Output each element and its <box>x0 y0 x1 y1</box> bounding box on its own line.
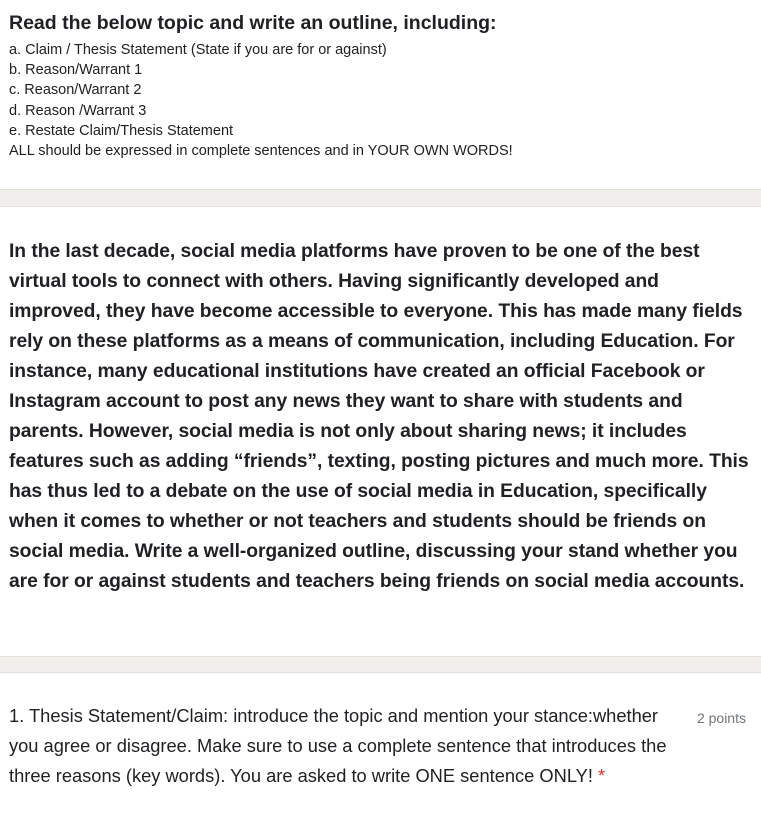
instruction-item-restate: e. Restate Claim/Thesis Statement <box>9 122 234 139</box>
required-asterisk: * <box>598 765 606 786</box>
topic-card <box>0 207 761 656</box>
section-divider <box>0 656 761 673</box>
instructions-note: ALL should be expressed in complete sentences and in YOUR OWN WORDS! <box>9 143 513 160</box>
question-points: 2 points <box>696 710 746 726</box>
instruction-item-reason-3: d. Reason /Warrant 3 <box>9 102 147 119</box>
instruction-item-reason-1: b. Reason/Warrant 1 <box>9 62 143 79</box>
question-card[interactable] <box>0 673 761 831</box>
instructions-heading: Read the below topic and write an outline, including: <box>9 12 497 34</box>
topic-text: In the last decade, social media platforms have proven to be one of the best virtual tools to connect with others. Having significantly developed and improved, they have become accessible to everyone. This has made many fields rely on these platforms as a means of communication, including Education. For instance, many educational institutions have created an official Facebook or Instagram account to post any news they want to share with students and parents. However, social media is not only about sharing news; it includes features such as adding “friends”, texting, posting pictures and much more. This has thus led to a debate on the use of social media in Education, specifically when it comes to whether or not teachers and students should be friends on social media. Write a well-organized outline, discussing your stand whether you are for or against students and teachers being friends on social media accounts. <box>9 241 749 592</box>
instruction-item-reason-2: c. Reason/Warrant 2 <box>9 82 142 99</box>
instructions-card <box>0 0 761 189</box>
question-title <box>9 701 679 791</box>
question-title-text: 1. Thesis Statement/Claim: introduce the topic and mention your stance:whether you agree or disagree. Make sure to use a complete sentence that introduces the three reasons (key words). You are asked to write ONE sentence ONLY! <box>9 705 667 786</box>
section-divider <box>0 189 761 207</box>
instruction-item-claim: a. Claim / Thesis Statement (State if you are for or against) <box>9 42 387 58</box>
